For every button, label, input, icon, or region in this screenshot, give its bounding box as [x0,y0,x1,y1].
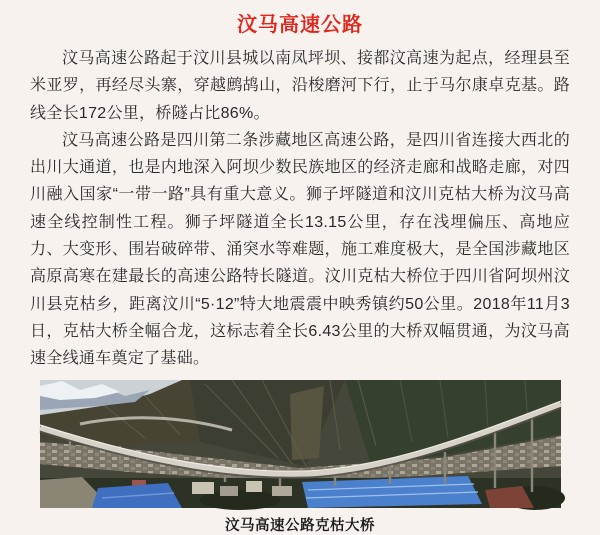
paragraph-details: 汶马高速公路是四川第二条涉藏地区高速公路，是四川省连接大西北的出川大通道，也是内地深入阿坝少数民族地区的经济走廊和战略走廊，对四川融入国家“一带一路”具有重大意义。狮子坪隧道和汶川克枯大桥为汶马高速全线控制性工程。狮子坪隧道全长13.15公里，存在浅埋偏压、高地应力、大变形、围岩破碎带、涌突水等难题，施工难度极大，是全国涉藏地区高原高寒在建最长的高速公路特长隧道。汶川克枯大桥位于四川省阿坝州汶川县克枯乡，距离汶川“5·12”特大地震震中映秀镇约50公里。2018年11月3日，克枯大桥全幅合龙，这标志着全长6.43公里的大桥双幅贯通，为汶马高速全线通车奠定了基础。 [30,131,570,368]
bridge-photo-illustration [40,380,561,508]
paragraph-overview: 汶马高速公路起于汶川县城以南凤坪坝、接都汶高速为起点，经理县至米亚罗，再经尽头寨，穿越鹧鸪山，沿梭磨河下行，止于马尔康卓克基。路线全长172公里，桥隧占比86%。 [30,50,570,122]
scree-chute [290,386,324,460]
bridge-photo [40,380,561,508]
page-title: 汶马高速公路 [237,14,363,36]
article-body [30,45,570,373]
photo-caption: 汶马高速公路克枯大桥 [225,517,375,534]
